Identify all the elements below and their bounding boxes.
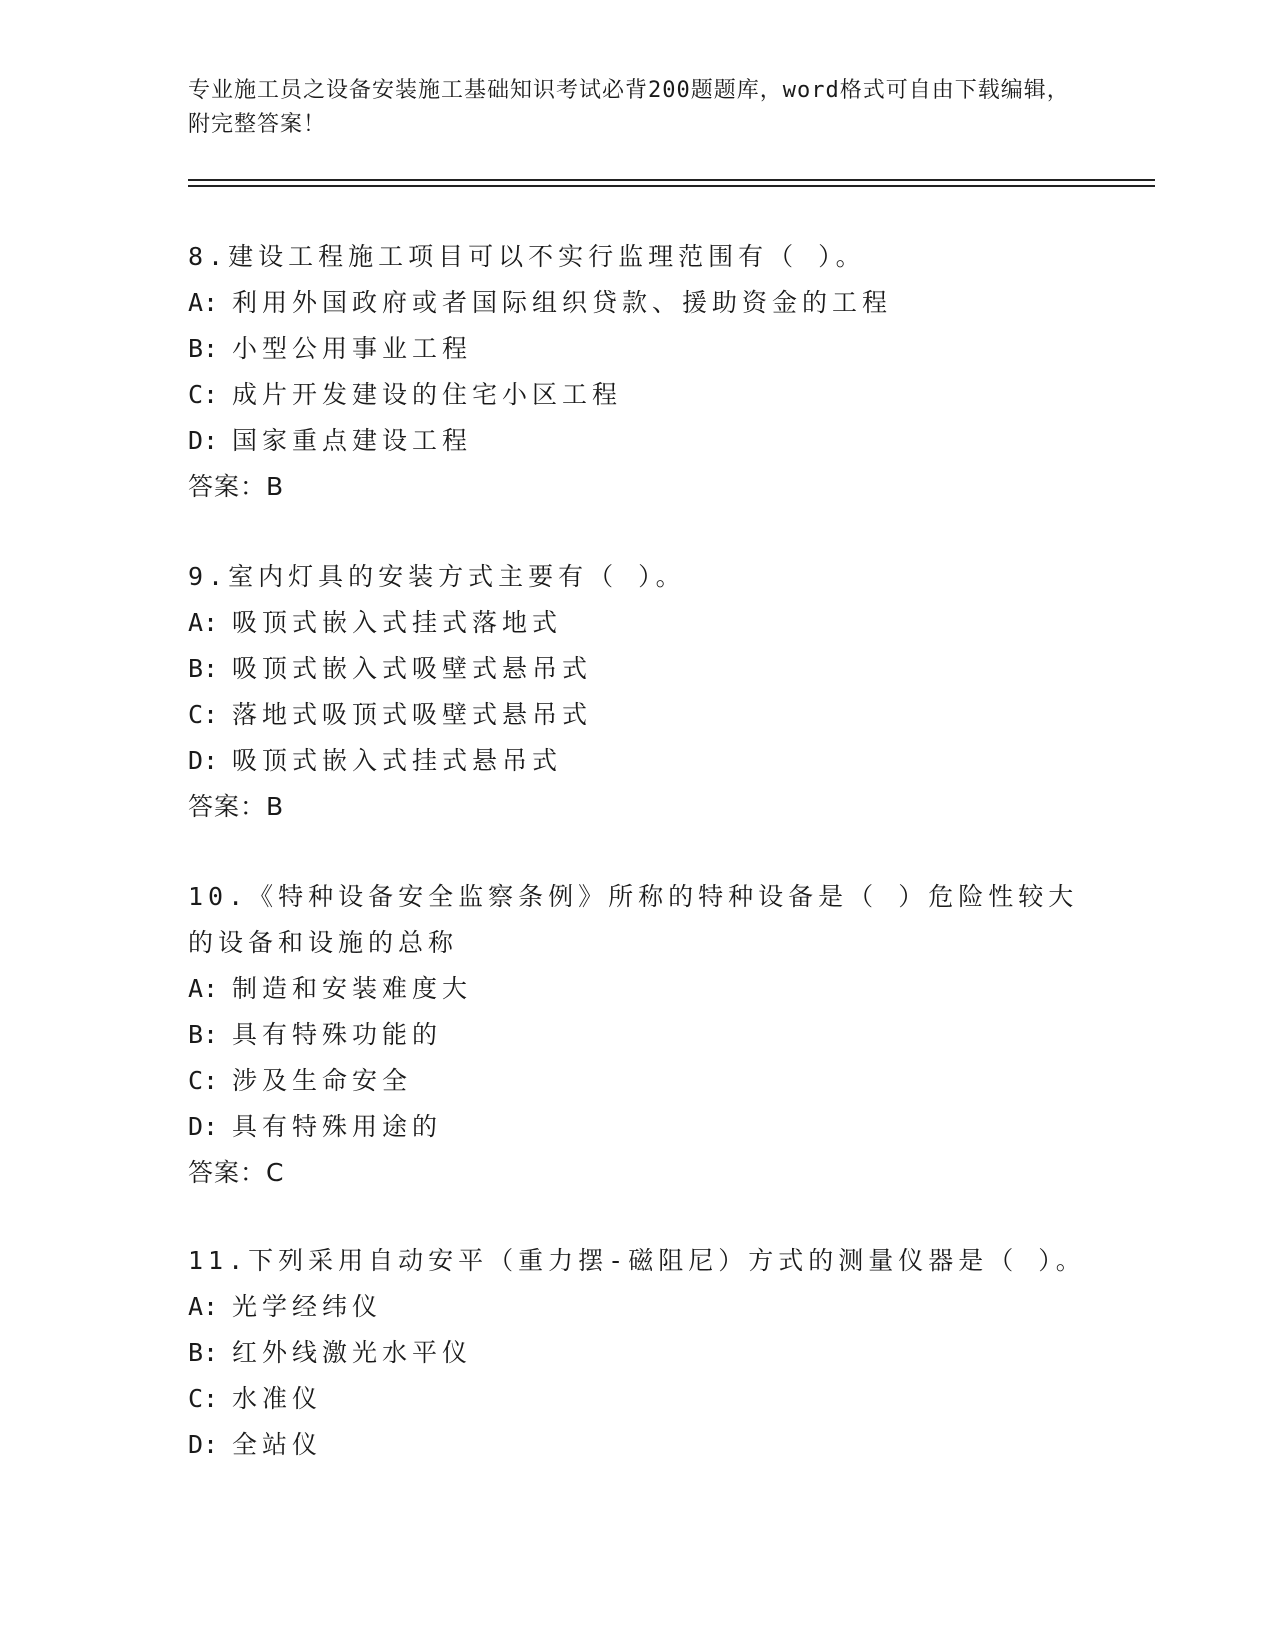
option-text: 落地式吸顶式吸壁式悬吊式 xyxy=(232,700,593,729)
answer: 答案：C xyxy=(188,1158,285,1187)
option-letter: D: xyxy=(188,426,219,455)
option-text: 吸顶式嵌入式吸壁式悬吊式 xyxy=(232,654,593,683)
option-a xyxy=(188,1284,1088,1330)
option-text: 光学经纬仪 xyxy=(232,1292,383,1321)
question-9 xyxy=(188,554,1088,830)
option-text: 吸顶式嵌入式挂式落地式 xyxy=(232,608,563,637)
document-intro: 专业施工员之设备安装施工基础知识考试必背200题题库，word格式可自由下载编辑，附完整答案！ xyxy=(188,78,1070,137)
option-letter: D: xyxy=(188,746,219,775)
option-letter: A: xyxy=(188,1292,219,1321)
question-8 xyxy=(188,234,1088,510)
option-text: 小型公用事业工程 xyxy=(232,334,473,363)
option-text: 成片开发建设的住宅小区工程 xyxy=(232,380,623,409)
question-stem: 8.建设工程施工项目可以不实行监理范围有（ ）。 xyxy=(188,242,866,271)
answer: 答案：B xyxy=(188,472,285,501)
option-d xyxy=(188,1422,1088,1468)
question-stem: 10.《特种设备安全监察条例》所称的特种设备是（ ）危险性较大的设备和设施的总称 xyxy=(188,882,1079,957)
option-c xyxy=(188,372,1088,418)
option-letter: B: xyxy=(188,334,219,363)
option-text: 利用外国政府或者国际组织贷款、援助资金的工程 xyxy=(232,288,893,317)
option-text: 吸顶式嵌入式挂式悬吊式 xyxy=(232,746,563,775)
option-b xyxy=(188,1330,1088,1376)
option-a xyxy=(188,966,1088,1012)
option-letter: C: xyxy=(188,1384,219,1413)
option-text: 全站仪 xyxy=(232,1430,323,1459)
question-11 xyxy=(188,1238,1088,1468)
option-text: 涉及生命安全 xyxy=(232,1066,413,1095)
option-letter: C: xyxy=(188,1066,219,1095)
option-d xyxy=(188,738,1088,784)
question-stem: 11.下列采用自动安平（重力摆-磁阻尼）方式的测量仪器是（ ）。 xyxy=(188,1246,1086,1275)
option-d xyxy=(188,418,1088,464)
option-letter: B: xyxy=(188,1020,219,1049)
option-letter: C: xyxy=(188,700,219,729)
option-d xyxy=(188,1104,1088,1150)
option-letter: A: xyxy=(188,288,219,317)
option-letter: B: xyxy=(188,1338,219,1367)
option-text: 红外线激光水平仪 xyxy=(232,1338,473,1367)
option-a xyxy=(188,280,1088,326)
option-c xyxy=(188,1376,1088,1422)
option-text: 具有特殊用途的 xyxy=(232,1112,443,1141)
option-b xyxy=(188,646,1088,692)
option-b xyxy=(188,326,1088,372)
option-text: 水准仪 xyxy=(232,1384,323,1413)
option-c xyxy=(188,692,1088,738)
option-letter: A: xyxy=(188,974,219,1003)
answer: 答案：B xyxy=(188,792,285,821)
option-a xyxy=(188,600,1088,646)
question-10 xyxy=(188,874,1088,1196)
option-letter: D: xyxy=(188,1112,219,1141)
option-letter: B: xyxy=(188,654,219,683)
option-b xyxy=(188,1012,1088,1058)
header-divider-bottom xyxy=(188,185,1155,187)
option-text: 具有特殊功能的 xyxy=(232,1020,443,1049)
option-letter: D: xyxy=(188,1430,219,1459)
option-letter: A: xyxy=(188,608,219,637)
option-text: 制造和安装难度大 xyxy=(232,974,473,1003)
option-letter: C: xyxy=(188,380,219,409)
question-stem: 9.室内灯具的安装方式主要有（ ）。 xyxy=(188,562,686,591)
option-c xyxy=(188,1058,1088,1104)
header-divider-top xyxy=(188,179,1155,181)
option-text: 国家重点建设工程 xyxy=(232,426,473,455)
